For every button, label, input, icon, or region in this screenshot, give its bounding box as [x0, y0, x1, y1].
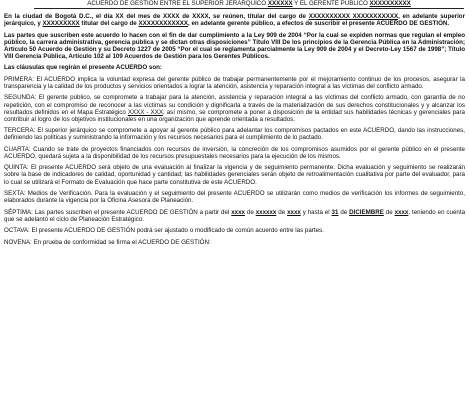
clause-quinta: QUINTA: El presente ACUERDO será objeto de una evaluación al finalizar la vigencia y de seguimiento permanente. Dicha evaluación y seguimiento se realizarán sobre la base de indicadores de calidad, oportunidad y cantidad; las habilidades gerenciales serán objeto de retroalimentación cualitativa por parte del evaluador, para lo cual se utilizará el Formato de Evaluación que hace parte constitutiva de este ACUERDO.: [4, 164, 465, 186]
septima-text-4: y hasta el: [300, 208, 332, 216]
intro-placeholder-2: XXXXXXXXX: [42, 20, 80, 28]
septima-day-start: xxxx: [231, 208, 245, 216]
clause-octava: OCTAVA: El presente ACUERDO DE GESTIÓN podrá ser ajustado o modificado de común acuerdo entre las partes.: [4, 227, 324, 235]
header-placeholder-gerente: XXXXXXXXXX: [369, 0, 411, 7]
intro-text-4: , en adelante gerente público, a efectos de suscribir el presente ACUERDO DE GESTIÓN.: [188, 20, 450, 28]
septima-text-7: , teniendo en cuenta que se adelantó el ciclo de Planeación Estratégico.: [4, 208, 466, 223]
intro-text-3: titular del cargo de: [79, 20, 139, 28]
septima-text-6: de: [383, 208, 395, 216]
clausulas-title: Las cláusulas que regirán el presente ACUERDO son:: [4, 64, 162, 72]
legal-basis-paragraph: Las partes que suscriben este acuerdo lo hacen con el fin de dar cumplimiento a la Ley 909 de 2004 “Por la cual se expiden normas que regulan el empleo público, la carrera administrativa, gerencia pública y se dictan otras disposiciones” Título VIII De los principios de la Gerencia Pública en la Administración; Artículo 50 Acuerdo de Gestión y su Decreto 1227 de 2005 “Por el cual se reglamenta parcialmente la Ley 909 de 2004 y el Decreto-Ley 1567 de 1998”; Título VIII Gerencia Pública, Artículo 102 al 109 Acuerdos de Gestión para los Gerentes Públicos.: [4, 31, 465, 60]
clause-septima: [4, 209, 465, 223]
septima-text-1: SÉPTIMA: Las partes suscriben el presente ACUERDO DE GESTIÓN a partir del: [4, 208, 232, 216]
header-text: ACUERDO DE GESTIÓN ENTRE EL SUPERIOR JERÁRQUICO: [87, 0, 268, 7]
intro-placeholder-1: XXXXXXXXXX XXXXXXXXXXX: [308, 13, 399, 20]
segunda-text-1: SEGUNDA: El gerente público, se compromete a trabajar para la atención, asistencia y reparación integral a las víctimas del conflicto armado, con garantía de no repetición, con el compromiso de reconocer a las víctimas su condición y dignificarla a través de la materialización de sus derechos constitucionales y y alcanzar los resultados definidos en el Mapa Estratégico: [4, 94, 465, 116]
septima-month-start: xxxxxx: [255, 208, 277, 216]
clause-sexta: SEXTA: Medios de Verificación. Para la evaluación y el seguimiento del presente ACUERDO se utilizarán como medios de verificación los informes de seguimiento, elaborados durante la vigencia por la Oficina Asesora de Planeación.: [4, 190, 465, 205]
clause-segunda: [4, 94, 465, 122]
document-body: [4, 13, 465, 250]
clause-primera: PRIMERA: El ACUERDO implica la voluntad expresa del gerente público de trabajar permanentemente por el mejoramiento continuo de los procesos, asegurar la transparencia y la calidad de los productos y servicios orientados a lograr la atención, asistencia y reparación integral a las víctimas del conflicto armado.: [4, 75, 465, 90]
clause-tercera: TERCERA: El superior jerárquico se compromete a apoyar al gerente público para adelantar los compromisos pactados en este ACUERDO, dando las instrucciones, definiendo las políticas y suministrando la información y los recursos necesarios para el cumplimiento de lo pactado.: [4, 127, 465, 142]
septima-text-3: de: [276, 208, 288, 216]
clause-novena: NOVENA: En prueba de conformidad se firma el ACUERDO DE GESTIÓN:: [4, 238, 211, 246]
intro-paragraph: [4, 13, 465, 27]
segunda-placeholder: XXXX - XXX: [127, 108, 163, 116]
intro-placeholder-3: XXXXXXXXXXXX: [138, 20, 188, 28]
septima-text-5: de: [338, 208, 350, 216]
document-header: [34, 0, 464, 9]
intro-text-2: , en adelante superior jerárquico, y: [4, 13, 465, 28]
septima-month-end: DICIEMBRE: [349, 208, 384, 216]
septima-text-2: de: [244, 208, 256, 216]
header-text-mid: Y EL GERENTE PÚBLICO: [292, 0, 370, 7]
septima-day-end: 31: [331, 208, 339, 216]
septima-year-end: xxxx: [394, 208, 409, 216]
segunda-text-2: ; así mismo, se compromete a poner a disposición de la entidad sus habilidades técnicas y gerenciales para contribuir al logro de los objetivos institucionales en una organización que aprende orientada a resultados.: [4, 108, 466, 123]
intro-text-1: En la ciudad de Bogotá D.C., el día XX del mes de XXXX de XXXX, se reúnen, titular del cargo de: [4, 13, 309, 20]
clause-cuarta: CUARTA: Cuando se trate de proyectos financiados con recursos de inversión, la concreción de los compromisos asumidos por el gerente público en el presente ACUERDO, quedará sujeta a la disponibilidad de los recursos presupuestales necesarios para la ejecución de los mismos.: [4, 145, 465, 160]
header-placeholder-superior: XXXXXX: [267, 0, 293, 7]
septima-year-start: xxxx: [287, 208, 301, 216]
